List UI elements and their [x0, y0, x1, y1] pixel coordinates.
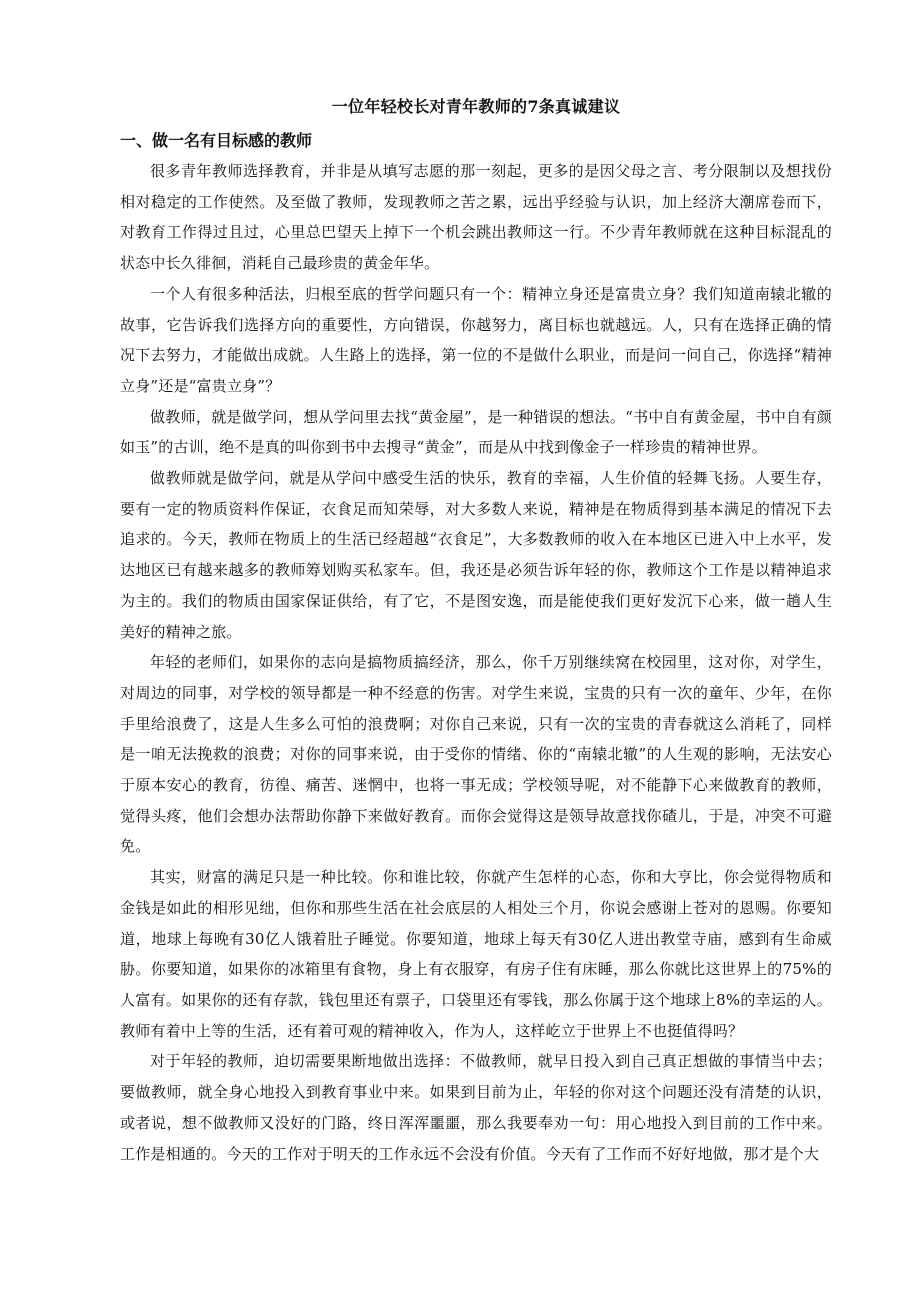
paragraph-6: 其实，财富的满足只是一种比较。你和谁比较，你就产生怎样的心态，你和大亨比，你会觉得物质和金钱是如此的相形见绌，但你和那些生活在社会底层的人相处三个月，你说会感谢上苍对的恩赐。你要知道，地球上每晚有30亿人饿着肚子睡觉。你要知道，地球上每天有30亿人进出教堂寺庙，感到有生命威胁。你要知道，如果你的冰箱里有食物，身上有衣服穿，有房子住有床睡，那么你就比这世界上的75%的人富有。如果你的还有存款，钱包里还有票子，口袋里还有零钱，那么你属于这个地球上8%的幸运的人。教师有着中上等的生活，还有着可观的精神收入，作为人，这样屹立于世界上不也挺值得吗？ [120, 868, 832, 1040]
paragraph-2: 一个人有很多种活法，归根至底的哲学问题只有一个：精神立身还是富贵立身？我们知道南辕北辙的故事，它告诉我们选择方向的重要性，方向错误，你越努力，离目标也就越远。人，只有在选择正确的情况下去努力，才能做出成就。人生路上的选择，第一位的不是做什么职业，而是问一问自己，你选择“精神立身”还是“富贵立身”？ [120, 284, 832, 395]
paragraph-1: 很多青年教师选择教育，并非是从填写志愿的那一刻起，更多的是因父母之言、考分限制以及想找份相对稳定的工作使然。及至做了教师，发现教师之苦之累，远出乎经验与认识，加上经济大潮席卷而下，对教育工作得过且过，心里总巴望天上掉下一个机会跳出教师这一行。不少青年教师就在这种目标混乱的状态中长久徘徊，消耗自己最珍贵的黄金年华。 [120, 162, 832, 273]
paragraph-3: 做教师，就是做学问，想从学问里去找“黄金屋”，是一种错误的想法。“书中自有黄金屋，书中自有颜如玉”的古训，绝不是真的叫你到书中去搜寻“黄金”，而是从中找到像金子一样珍贵的精神世界。 [120, 407, 832, 457]
document-body [120, 92, 832, 1169]
document-title: 一位年轻校长对青年教师的7条真诚建议 [331, 97, 621, 116]
paragraph-4: 做教师就是做学问，就是从学问中感受生活的快乐，教育的幸福，人生价值的轻舞飞扬。人要生存，要有一定的物质资料作保证，衣食足而知荣辱，对大多数人来说，精神是在物质得到基本满足的情况下去追求的。今天，教师在物质上的生活已经超越“衣食足”，大多数教师的收入在本地区已进入中上水平，发达地区已有越来越多的教师筹划购买私家车。但，我还是必须告诉年轻的你，教师这个工作是以精神追求为主的。我们的物质由国家保证供给，有了它，不是图安逸，而是能使我们更好发沉下心来，做一趟人生美好的精神之旅。 [120, 469, 832, 641]
paragraph-5: 年轻的老师们，如果你的志向是搞物质搞经济，那么，你千万别继续窝在校园里，这对你，对学生，对周边的同事，对学校的领导都是一种不经意的伤害。对学生来说，宝贵的只有一次的童年、少年，在你手里给浪费了，这是人生多么可怕的浪费啊；对你自己来说，只有一次的宝贵的青春就这么消耗了，同样是一咱无法挽救的浪费；对你的同事来说，由于受你的情绪、你的“南辕北辙”的人生观的影响，无法安心于原本安心的教育，彷徨、痛苦、迷惘中，也将一事无成；学校领导呢，对不能静下心来做教育的教师，觉得头疼，他们会想办法帮助你静下来做好教育。而你会觉得这是领导故意找你碴儿，于是，冲突不可避免。 [120, 653, 832, 856]
section-heading-1: 一、做一名有目标感的教师 [120, 131, 313, 150]
paragraph-7: 对于年轻的教师，迫切需要果断地做出选择：不做教师，就早日投入到自己真正想做的事情当中去；要做教师，就全身心地投入到教育事业中来。如果到目前为止，年轻的你对这个问题还没有清楚的认识，或者说，想不做教师又没好的门路，终日浑浑噩噩，那么我要奉劝一句：用心地投入到目前的工作中来。工作是相通的。今天的工作对于明天的工作永远不会没有价值。今天有了工作而不好好地做，那才是个大 [120, 1052, 832, 1163]
